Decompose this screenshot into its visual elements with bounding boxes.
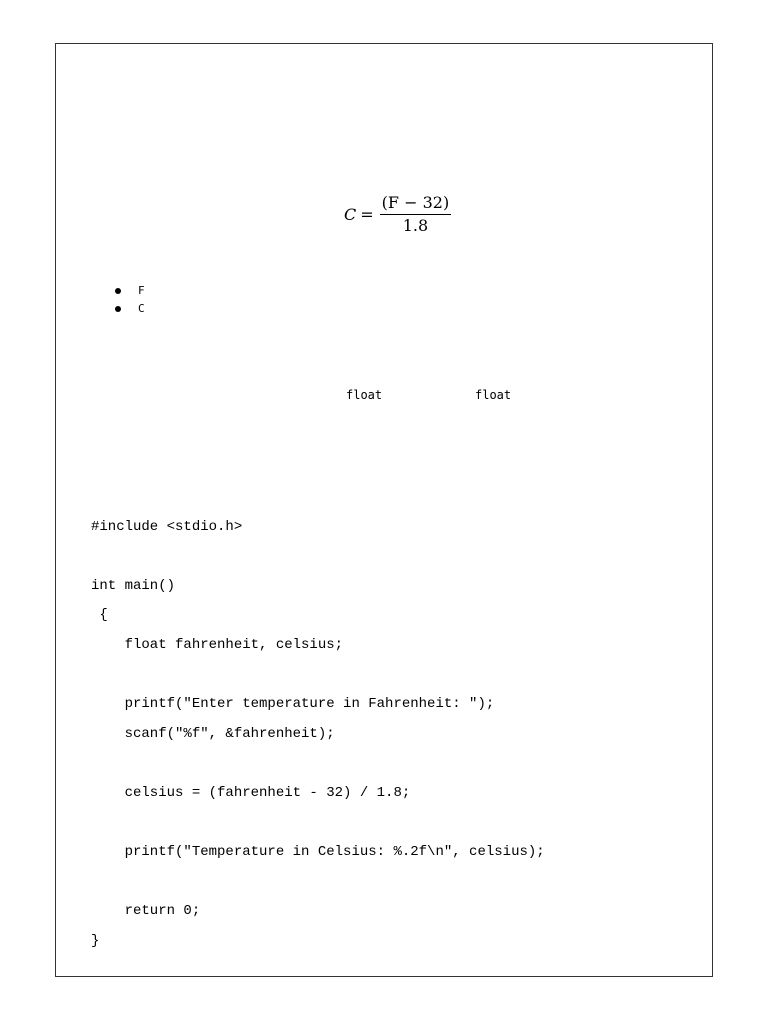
code-line: { xyxy=(91,607,108,623)
page-frame xyxy=(55,43,713,977)
formula-equals: = xyxy=(360,204,374,224)
formula-denominator: 1.8 xyxy=(402,215,429,235)
type-keyword: float xyxy=(346,388,383,402)
conversion-formula xyxy=(344,191,451,237)
list-item xyxy=(112,282,145,300)
bullet-icon xyxy=(115,288,121,294)
code-line: #include <stdio.h> xyxy=(91,519,243,535)
variable-list xyxy=(112,282,145,318)
formula-fraction xyxy=(380,194,452,235)
list-item xyxy=(112,300,145,318)
formula-numerator: (F − 32) xyxy=(380,194,452,215)
code-line: int main() xyxy=(91,578,176,594)
list-item-label: F xyxy=(138,284,145,297)
code-line: celsius = (fahrenheit - 32) / 1.8; xyxy=(91,785,411,801)
code-line: } xyxy=(91,933,100,949)
code-line: return 0; xyxy=(91,903,201,919)
list-item-label: C xyxy=(138,302,145,315)
code-line: printf("Enter temperature in Fahrenheit: "); xyxy=(91,696,495,712)
formula-lhs: C xyxy=(344,204,357,224)
type-keyword: float xyxy=(475,388,512,402)
code-line: printf("Temperature in Celsius: %.2f\n", celsius); xyxy=(91,844,545,860)
code-line: scanf("%f", &fahrenheit); xyxy=(91,726,335,742)
bullet-icon xyxy=(115,306,121,312)
code-line: float fahrenheit, celsius; xyxy=(91,637,344,653)
